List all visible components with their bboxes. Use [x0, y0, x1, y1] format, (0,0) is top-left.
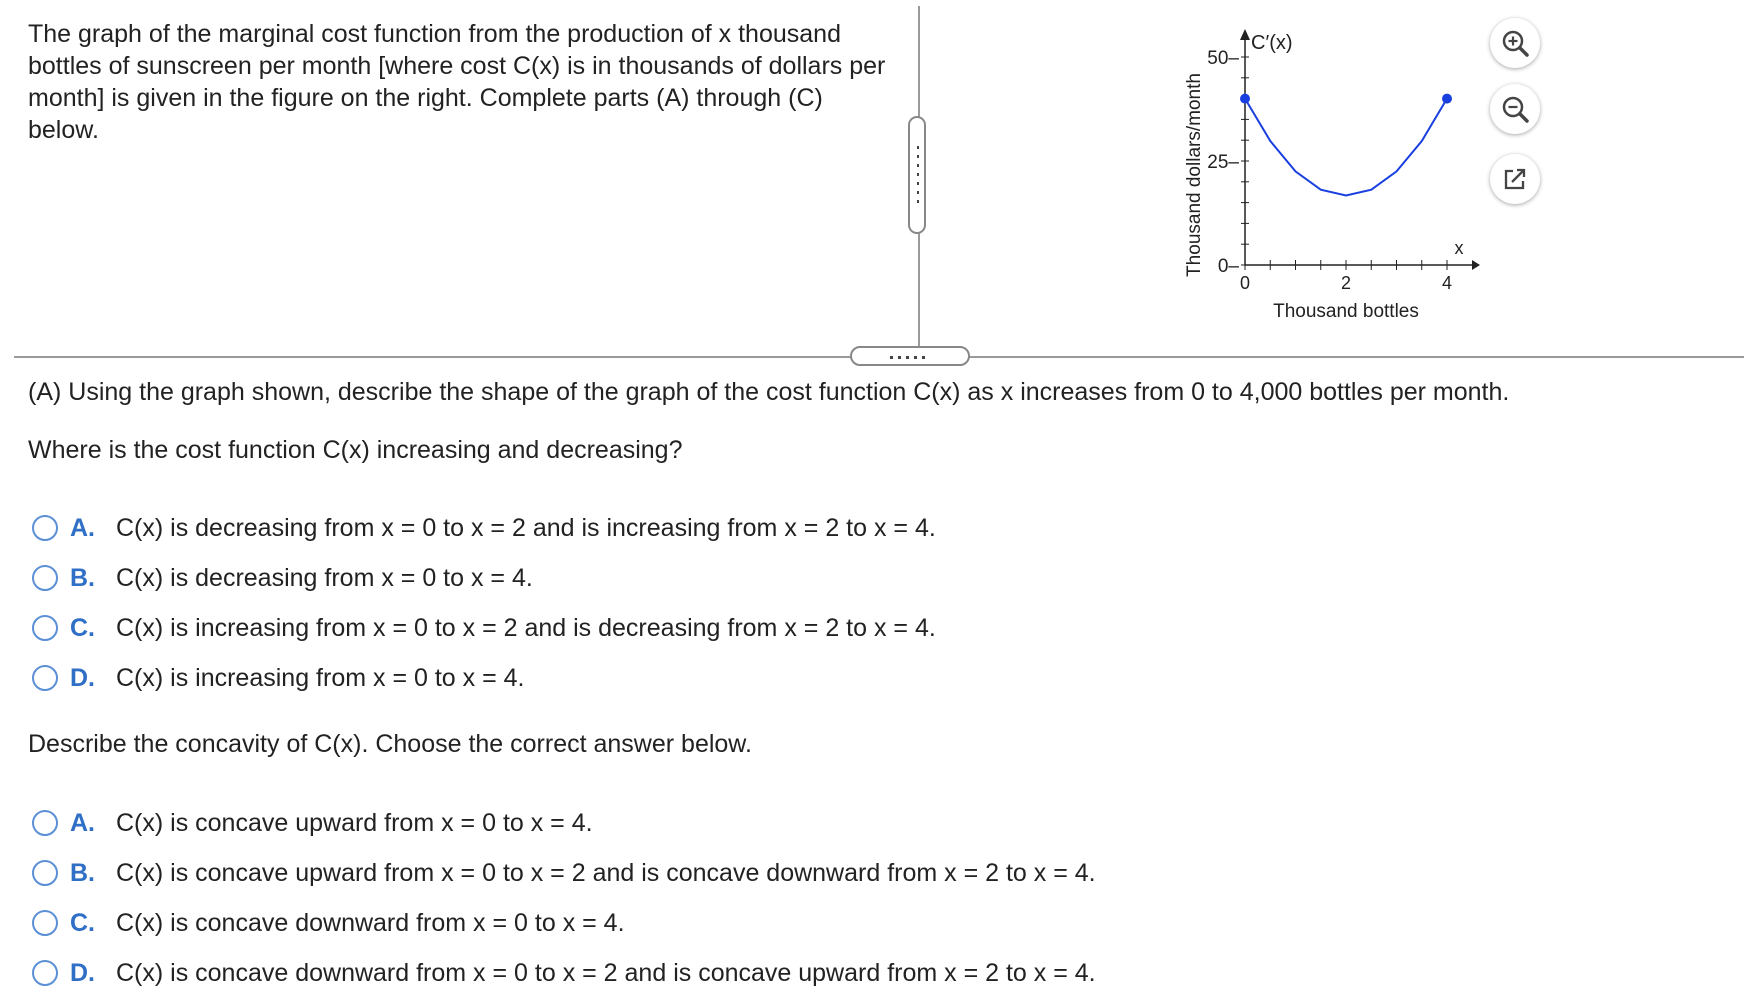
concavity-question: Describe the concavity of C(x). Choose the correct answer below.: [28, 730, 752, 758]
option-text: C(x) is decreasing from x = 0 to x = 2 and is increasing from x = 2 to x = 4.: [116, 513, 936, 542]
option-letter: B.: [70, 563, 95, 592]
y-tick-label: 25–: [1207, 152, 1239, 173]
option-text: C(x) is concave downward from x = 0 to x = 2 and is concave upward from x = 2 to x = 4.: [116, 958, 1096, 987]
x-tick-label: 0: [1239, 273, 1251, 293]
q2-option-c[interactable]: [32, 906, 625, 940]
open-new-window-button[interactable]: [1490, 154, 1540, 204]
q1-option-a[interactable]: [32, 511, 936, 545]
option-letter: B.: [70, 858, 95, 887]
zoom-out-button[interactable]: [1490, 84, 1540, 134]
option-letter: A.: [70, 808, 95, 837]
q2-option-b[interactable]: [32, 856, 1096, 890]
ticks: [1207, 48, 1452, 293]
horizontal-resize-handle[interactable]: [850, 346, 970, 366]
axes: [1240, 29, 1480, 270]
y-tick-label: 0–: [1217, 256, 1239, 277]
x-axis-arrow: [1472, 260, 1480, 270]
grip-icon: [890, 356, 930, 359]
option-letter: D.: [70, 663, 95, 692]
option-letter: C.: [70, 613, 95, 642]
chart-title: C′(x): [1251, 32, 1293, 54]
radio-button[interactable]: [32, 910, 58, 936]
x-axis-letter: x: [1454, 238, 1464, 258]
radio-button[interactable]: [32, 665, 58, 691]
zoom-in-button[interactable]: [1490, 18, 1540, 68]
y-axis-arrow: [1240, 29, 1250, 40]
radio-button[interactable]: [32, 615, 58, 641]
option-text: C(x) is concave upward from x = 0 to x = 4.: [116, 808, 593, 837]
radio-button[interactable]: [32, 960, 58, 986]
increasing-question: Where is the cost function C(x) increasing and decreasing?: [28, 436, 683, 464]
option-text: C(x) is increasing from x = 0 to x = 4.: [116, 663, 525, 692]
q1-option-c[interactable]: [32, 611, 936, 645]
cost-curve: [1245, 99, 1447, 196]
endpoints: [1240, 94, 1452, 104]
problem-statement: The graph of the marginal cost function from the production of x thousand bottles of sunscreen per month [where cost C(x) is in thousands of dollars per month] is given in the figure on the right. Complete parts (A) through (C) below.: [28, 20, 886, 144]
zoom-out-icon: [1500, 94, 1530, 124]
endpoint-dot: [1240, 94, 1250, 104]
radio-button[interactable]: [32, 515, 58, 541]
x-axis-label: Thousand bottles: [1273, 301, 1419, 322]
q2-option-a[interactable]: [32, 806, 593, 840]
q1-option-d[interactable]: [32, 661, 524, 695]
q1-option-b[interactable]: [32, 561, 533, 595]
x-tick-label: 2: [1340, 273, 1352, 293]
radio-button[interactable]: [32, 565, 58, 591]
radio-button[interactable]: [32, 810, 58, 836]
option-letter: C.: [70, 908, 95, 937]
x-tick-label: 4: [1441, 273, 1453, 293]
grip-icon: [917, 146, 919, 206]
vertical-resize-handle[interactable]: [908, 116, 926, 234]
option-text: C(x) is concave upward from x = 0 to x = 2 and is concave downward from x = 2 to x = 4.: [116, 858, 1096, 887]
radio-button[interactable]: [32, 860, 58, 886]
option-text: C(x) is decreasing from x = 0 to x = 4.: [116, 563, 533, 592]
option-letter: D.: [70, 958, 95, 987]
external-link-icon: [1500, 164, 1530, 194]
option-text: C(x) is increasing from x = 0 to x = 2 and is decreasing from x = 2 to x = 4.: [116, 613, 936, 642]
y-tick-label: 50–: [1207, 48, 1239, 69]
q2-option-d[interactable]: [32, 956, 1096, 990]
zoom-in-icon: [1500, 28, 1530, 58]
part-a-question: (A) Using the graph shown, describe the shape of the graph of the cost function C(x) as x increases from 0 to 4,000 bottles per month.: [28, 378, 1510, 406]
option-text: C(x) is concave downward from x = 0 to x = 4.: [116, 908, 625, 937]
marginal-cost-graph: [1160, 14, 1480, 324]
endpoint-dot: [1442, 94, 1452, 104]
option-letter: A.: [70, 513, 95, 542]
y-axis-label: Thousand dollars/month: [1184, 73, 1205, 277]
